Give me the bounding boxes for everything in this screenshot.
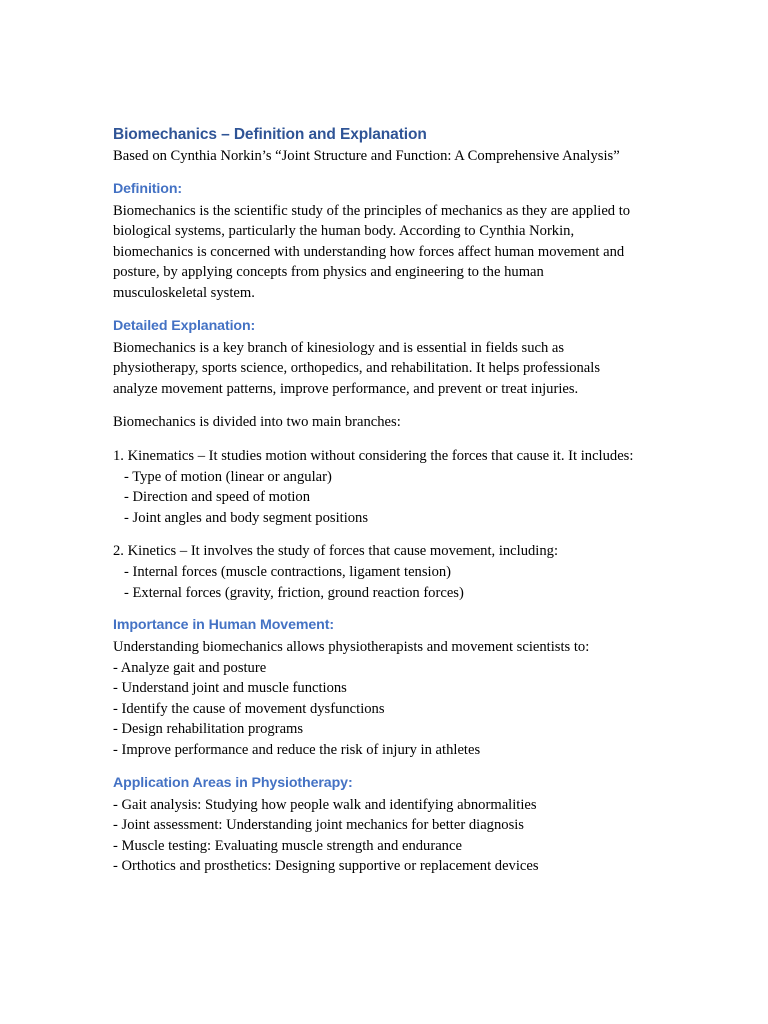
applications-list — [113, 795, 673, 877]
definition-paragraph — [113, 201, 673, 304]
definition-line: Biomechanics is the scientific study of the principles of mechanics as they are applied to — [113, 202, 631, 219]
application-item: - Joint assessment: Understanding joint mechanics for better diagnosis — [113, 817, 524, 834]
importance-intro: Understanding biomechanics allows physiotherapists and movement scientists to: — [113, 639, 590, 656]
branches-intro: Biomechanics is divided into two main branches: — [113, 414, 401, 431]
document-title: Biomechanics – Definition and Explanation — [113, 126, 427, 143]
application-item: - Gait analysis: Studying how people walk and identifying abnormalities — [113, 796, 537, 813]
applications-heading: Application Areas in Physiotherapy: — [113, 774, 353, 791]
definition-line: musculoskeletal system. — [113, 284, 255, 301]
kinetics-block — [113, 541, 673, 603]
definition-heading: Definition: — [113, 180, 183, 197]
detailed-line: analyze movement patterns, improve performance, and prevent or treat injuries. — [113, 380, 579, 397]
definition-line: biomechanics is concerned with understanding how forces affect human movement and — [113, 243, 625, 260]
application-item: - Muscle testing: Evaluating muscle strength and endurance — [113, 837, 462, 854]
kinetics-item: - External forces (gravity, friction, ground reaction forces) — [124, 584, 464, 601]
importance-item: - Improve performance and reduce the risk of injury in athletes — [113, 742, 481, 759]
kinetics-title: 2. Kinetics – It involves the study of forces that cause movement, including: — [113, 543, 559, 560]
document-subtitle: Based on Cynthia Norkin’s “Joint Structure and Function: A Comprehensive Analysis” — [113, 148, 620, 164]
kinematics-title: 1. Kinematics – It studies motion without considering the forces that cause it. It includes: — [113, 447, 634, 464]
detailed-explanation-paragraph — [113, 338, 673, 400]
document-page — [113, 124, 673, 877]
importance-item: - Design rehabilitation programs — [113, 721, 304, 738]
kinetics-item: - Internal forces (muscle contractions, ligament tension) — [124, 563, 452, 580]
application-item: - Orthotics and prosthetics: Designing supportive or replacement devices — [113, 858, 539, 875]
detailed-line: Biomechanics is a key branch of kinesiology and is essential in fields such as — [113, 339, 565, 356]
importance-list — [113, 637, 673, 761]
importance-heading: Importance in Human Movement: — [113, 617, 334, 634]
definition-line: posture, by applying concepts from physics and engineering to the human — [113, 264, 544, 281]
detailed-line: physiotherapy, sports science, orthopedics, and rehabilitation. It helps professionals — [113, 360, 601, 377]
kinematics-item: - Joint angles and body segment positions — [124, 509, 369, 526]
definition-line: biological systems, particularly the human body. According to Cynthia Norkin, — [113, 223, 575, 240]
detailed-explanation-heading: Detailed Explanation: — [113, 317, 256, 334]
kinematics-item: - Direction and speed of motion — [124, 489, 311, 506]
kinematics-block — [113, 446, 673, 528]
importance-item: - Identify the cause of movement dysfunctions — [113, 700, 385, 717]
kinematics-item: - Type of motion (linear or angular) — [124, 468, 332, 485]
importance-item: - Analyze gait and posture — [113, 659, 267, 676]
importance-item: - Understand joint and muscle functions — [113, 680, 347, 697]
